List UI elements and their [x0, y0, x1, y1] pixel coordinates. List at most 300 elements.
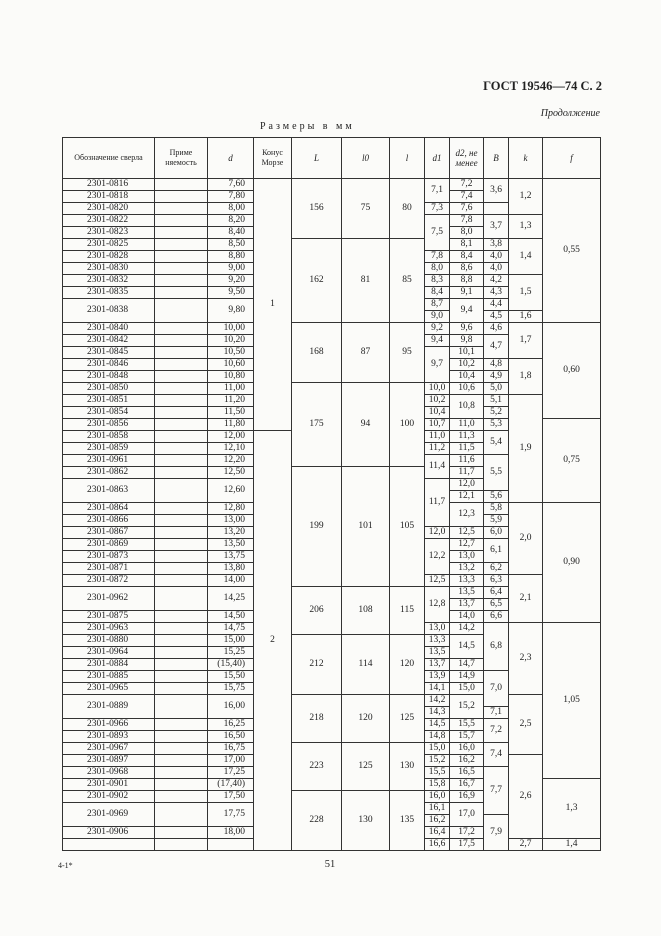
diameter-d2: 10,8 [450, 395, 484, 419]
value-k: 2,3 [509, 623, 543, 695]
diameter-d: 11,20 [208, 395, 254, 407]
diameter-d1: 8,0 [425, 263, 450, 275]
diameter-d: 10,00 [208, 323, 254, 335]
drill-designation: 2301-0863 [63, 479, 155, 503]
length-L: 199 [292, 467, 342, 587]
drill-designation: 2301-0820 [63, 203, 155, 215]
drill-designation: 2301-0845 [63, 347, 155, 359]
drill-designation: 2301-0885 [63, 671, 155, 683]
col-k: k [509, 138, 543, 179]
width-B: 5,2 [484, 407, 509, 419]
diameter-d1: 14,2 [425, 695, 450, 707]
drill-designation: 2301-0840 [63, 323, 155, 335]
diameter-d2: 14,0 [450, 611, 484, 623]
diameter-d1: 13,7 [425, 659, 450, 671]
value-k: 1,8 [509, 359, 543, 395]
applicability-cell [155, 767, 208, 779]
value-k: 2,5 [509, 695, 543, 755]
width-B: 6,3 [484, 575, 509, 587]
diameter-d1: 12,8 [425, 587, 450, 623]
diameter-d2: 7,6 [450, 203, 484, 215]
diameter-d1: 12,2 [425, 539, 450, 575]
diameter-d1: 14,1 [425, 683, 450, 695]
length-L: 206 [292, 587, 342, 635]
width-B: 4,6 [484, 323, 509, 335]
diameter-d2: 11,0 [450, 419, 484, 431]
diameter-d2: 12,0 [450, 479, 484, 491]
diameter-d1: 9,4 [425, 335, 450, 347]
diameter-d1: 8,4 [425, 287, 450, 299]
applicability-cell [155, 563, 208, 575]
diameter-d: 13,20 [208, 527, 254, 539]
diameter-d2: 12,5 [450, 527, 484, 539]
col-l0: l0 [342, 138, 390, 179]
width-B: 7,2 [484, 719, 509, 743]
value-k: 1,3 [509, 215, 543, 239]
drill-designation: 2301-0872 [63, 575, 155, 587]
diameter-d: 16,25 [208, 719, 254, 731]
diameter-d: 15,00 [208, 635, 254, 647]
value-k: 1,6 [509, 311, 543, 323]
diameter-d1: 10,0 [425, 383, 450, 395]
diameter-d: 10,20 [208, 335, 254, 347]
diameter-d2: 7,4 [450, 191, 484, 203]
width-B: 5,4 [484, 431, 509, 455]
diameter-d2: 13,0 [450, 551, 484, 563]
drill-designation: 2301-0873 [63, 551, 155, 563]
value-f: 0,55 [543, 179, 601, 323]
morse-taper-value: 1 [254, 179, 292, 431]
drill-designation: 2301-0897 [63, 755, 155, 767]
diameter-d2: 12,7 [450, 539, 484, 551]
applicability-cell [155, 395, 208, 407]
applicability-cell [155, 419, 208, 431]
width-B: 7,7 [484, 767, 509, 815]
diameter-d2: 11,5 [450, 443, 484, 455]
diameter-d: 8,20 [208, 215, 254, 227]
diameter-d2: 15,5 [450, 719, 484, 731]
col-f: f [543, 138, 601, 179]
applicability-cell [155, 479, 208, 503]
diameter-d1: 15,5 [425, 767, 450, 779]
width-B: 4,3 [484, 287, 509, 299]
diameter-d1: 10,2 [425, 395, 450, 407]
diameter-d2: 7,2 [450, 179, 484, 191]
diameter-d1: 7,3 [425, 203, 450, 215]
diameter-d2: 17,0 [450, 803, 484, 827]
drill-designation: 2301-0866 [63, 515, 155, 527]
diameter-d2: 14,7 [450, 659, 484, 671]
drill-designation: 2301-0862 [63, 467, 155, 479]
diameter-d2: 15,0 [450, 683, 484, 695]
width-B: 5,1 [484, 395, 509, 407]
applicability-cell [155, 623, 208, 635]
diameter-d1: 10,4 [425, 407, 450, 419]
applicability-cell [155, 443, 208, 455]
drill-designation: 2301-0893 [63, 731, 155, 743]
diameter-d: 7,60 [208, 179, 254, 191]
diameter-d: 14,00 [208, 575, 254, 587]
applicability-cell [155, 203, 208, 215]
diameter-d: 17,00 [208, 755, 254, 767]
applicability-cell [155, 179, 208, 191]
value-k: 1,7 [509, 323, 543, 359]
footer-note: 4-1* [58, 861, 73, 870]
width-B: 4,9 [484, 371, 509, 383]
drill-designation: 2301-0880 [63, 635, 155, 647]
width-B: 5,8 [484, 503, 509, 515]
continuation-label: Продолжение [540, 108, 600, 119]
applicability-cell [155, 251, 208, 263]
diameter-d1: 11,2 [425, 443, 450, 455]
value-f: 0,60 [543, 323, 601, 419]
applicability-cell [155, 287, 208, 299]
diameter-d1: 15,8 [425, 779, 450, 791]
drill-designation: 2301-0851 [63, 395, 155, 407]
diameter-d: 12,50 [208, 467, 254, 479]
drill-designation: 2301-0889 [63, 695, 155, 719]
applicability-cell [155, 671, 208, 683]
diameter-d1: 9,7 [425, 347, 450, 383]
applicability-cell [155, 779, 208, 791]
value-f: 1,4 [543, 839, 601, 851]
applicability-cell [155, 455, 208, 467]
applicability-cell [155, 371, 208, 383]
diameter-d: 8,00 [208, 203, 254, 215]
width-B: 4,8 [484, 359, 509, 371]
col-l: l [390, 138, 425, 179]
col-L: L [292, 138, 342, 179]
diameter-d2: 8,1 [450, 239, 484, 251]
drill-designation: 2301-0968 [63, 767, 155, 779]
diameter-d1: 13,3 [425, 635, 450, 647]
diameter-d2: 13,5 [450, 587, 484, 599]
applicability-cell [155, 743, 208, 755]
diameter-d: 12,10 [208, 443, 254, 455]
table-header-row [63, 138, 601, 179]
diameter-d2: 17,2 [450, 827, 484, 839]
width-B: 7,0 [484, 671, 509, 707]
length-l: 125 [390, 695, 425, 743]
diameter-d: 12,60 [208, 479, 254, 503]
value-f: 0,75 [543, 419, 601, 503]
length-l: 105 [390, 467, 425, 587]
applicability-cell [155, 383, 208, 395]
length-l0: 81 [342, 239, 390, 323]
value-f: 1,3 [543, 779, 601, 839]
drill-designation: 2301-0869 [63, 539, 155, 551]
diameter-d1: 12,0 [425, 527, 450, 539]
length-l: 115 [390, 587, 425, 635]
drill-designation: 2301-0965 [63, 683, 155, 695]
drill-designation: 2301-0969 [63, 803, 155, 827]
table-filler [155, 839, 208, 851]
diameter-d1: 7,5 [425, 215, 450, 251]
applicability-cell [155, 347, 208, 359]
applicability-cell [155, 803, 208, 827]
width-B: 6,2 [484, 563, 509, 575]
diameter-d1: 8,7 [425, 299, 450, 311]
drill-designation: 2301-0875 [63, 611, 155, 623]
value-k: 2,0 [509, 503, 543, 575]
diameter-d2: 11,6 [450, 455, 484, 467]
length-L: 168 [292, 323, 342, 383]
drill-designation: 2301-0848 [63, 371, 155, 383]
diameter-d2: 14,5 [450, 635, 484, 659]
applicability-cell [155, 239, 208, 251]
width-B: 6,5 [484, 599, 509, 611]
diameter-d: 14,75 [208, 623, 254, 635]
diameter-d2: 12,3 [450, 503, 484, 527]
morse-taper-value: 2 [254, 431, 292, 851]
diameter-d2: 11,7 [450, 467, 484, 479]
drill-designation: 2301-0859 [63, 443, 155, 455]
width-B: 3,6 [484, 179, 509, 203]
length-l0: 120 [342, 695, 390, 743]
width-B: 6,0 [484, 527, 509, 539]
col-designation: Обозначение сверла [63, 138, 155, 179]
diameter-d1: 7,8 [425, 251, 450, 263]
width-B: 5,3 [484, 419, 509, 431]
width-B: 6,1 [484, 539, 509, 563]
drill-designation: 2301-0832 [63, 275, 155, 287]
diameter-d: 10,80 [208, 371, 254, 383]
diameter-d1: 9,0 [425, 311, 450, 323]
applicability-cell [155, 503, 208, 515]
drill-designation: 2301-0963 [63, 623, 155, 635]
drill-designation: 2301-0902 [63, 791, 155, 803]
value-k: 1,4 [509, 239, 543, 275]
diameter-d1: 16,1 [425, 803, 450, 815]
diameter-d: 14,50 [208, 611, 254, 623]
applicability-cell [155, 275, 208, 287]
diameter-d: 16,75 [208, 743, 254, 755]
diameter-d1: 16,4 [425, 827, 450, 839]
diameter-d1: 13,5 [425, 647, 450, 659]
applicability-cell [155, 719, 208, 731]
diameter-d2: 10,6 [450, 383, 484, 395]
drill-designation: 2301-0864 [63, 503, 155, 515]
col-morse-taper: Конус Морзе [254, 138, 292, 179]
applicability-cell [155, 335, 208, 347]
col-note: Приме няемость [155, 138, 208, 179]
length-l: 135 [390, 791, 425, 851]
length-l: 85 [390, 239, 425, 323]
length-L: 218 [292, 695, 342, 743]
diameter-d2: 10,1 [450, 347, 484, 359]
width-B: 4,5 [484, 311, 509, 323]
diameter-d: 18,00 [208, 827, 254, 839]
width-B: 7,1 [484, 707, 509, 719]
width-B: 7,4 [484, 743, 509, 767]
diameter-d: 17,25 [208, 767, 254, 779]
drill-designation: 2301-0964 [63, 647, 155, 659]
diameter-d2: 16,9 [450, 791, 484, 803]
diameter-d2: 13,7 [450, 599, 484, 611]
diameter-d1: 15,0 [425, 743, 450, 755]
diameter-d2: 14,2 [450, 623, 484, 635]
width-B: 3,8 [484, 239, 509, 251]
drill-designation: 2301-0961 [63, 455, 155, 467]
table-filler [208, 839, 254, 851]
diameter-d2: 14,9 [450, 671, 484, 683]
applicability-cell [155, 299, 208, 323]
diameter-d1: 16,6 [425, 839, 450, 851]
length-L: 156 [292, 179, 342, 239]
col-d2: d2, не менее [450, 138, 484, 179]
drill-designation: 2301-0962 [63, 587, 155, 611]
diameter-d2: 16,5 [450, 767, 484, 779]
diameter-d2: 17,5 [450, 839, 484, 851]
diameter-d1: 14,5 [425, 719, 450, 731]
diameter-d1: 10,7 [425, 419, 450, 431]
diameter-d2: 7,8 [450, 215, 484, 227]
diameter-d: 9,20 [208, 275, 254, 287]
length-l0: 101 [342, 467, 390, 587]
diameter-d1: 11,7 [425, 479, 450, 527]
applicability-cell [155, 323, 208, 335]
drill-designation: 2301-0816 [63, 179, 155, 191]
applicability-cell [155, 635, 208, 647]
width-B: 5,6 [484, 491, 509, 503]
applicability-cell [155, 827, 208, 839]
page-number: 51 [324, 859, 336, 870]
width-B: 6,4 [484, 587, 509, 599]
applicability-cell [155, 407, 208, 419]
col-d1: d1 [425, 138, 450, 179]
diameter-d2: 16,0 [450, 743, 484, 755]
diameter-d: (17,40) [208, 779, 254, 791]
length-l0: 87 [342, 323, 390, 383]
drill-designation: 2301-0906 [63, 827, 155, 839]
diameter-d1: 13,9 [425, 671, 450, 683]
applicability-cell [155, 527, 208, 539]
diameter-d: 15,75 [208, 683, 254, 695]
drill-designation: 2301-0856 [63, 419, 155, 431]
diameter-d: 17,75 [208, 803, 254, 827]
applicability-cell [155, 263, 208, 275]
width-B: 4,2 [484, 275, 509, 287]
col-d: d [208, 138, 254, 179]
diameter-d: 13,50 [208, 539, 254, 551]
applicability-cell [155, 359, 208, 371]
applicability-cell [155, 695, 208, 719]
diameter-d2: 10,2 [450, 359, 484, 371]
applicability-cell [155, 431, 208, 443]
length-l0: 114 [342, 635, 390, 695]
diameter-d1: 14,8 [425, 731, 450, 743]
diameter-d: 8,40 [208, 227, 254, 239]
drill-designation: 2301-0867 [63, 527, 155, 539]
width-B: 5,0 [484, 383, 509, 395]
diameter-d: 11,80 [208, 419, 254, 431]
applicability-cell [155, 515, 208, 527]
width-B: 7,9 [484, 815, 509, 851]
diameter-d1: 11,0 [425, 431, 450, 443]
diameter-d: 12,20 [208, 455, 254, 467]
diameter-d: 17,50 [208, 791, 254, 803]
diameter-d: 16,00 [208, 695, 254, 719]
length-l: 120 [390, 635, 425, 695]
diameter-d1: 11,4 [425, 455, 450, 479]
length-l: 80 [390, 179, 425, 239]
drill-designation: 2301-0822 [63, 215, 155, 227]
width-B: 4,0 [484, 263, 509, 275]
diameter-d2: 16,2 [450, 755, 484, 767]
value-f: 1,05 [543, 623, 601, 779]
diameter-d2: 12,1 [450, 491, 484, 503]
applicability-cell [155, 791, 208, 803]
drill-designation: 2301-0825 [63, 239, 155, 251]
drill-designation: 2301-0884 [63, 659, 155, 671]
width-B: 4,0 [484, 251, 509, 263]
drill-designation: 2301-0854 [63, 407, 155, 419]
table-filler [63, 839, 155, 851]
diameter-d: 7,80 [208, 191, 254, 203]
diameter-d2: 8,4 [450, 251, 484, 263]
diameter-d: 14,25 [208, 587, 254, 611]
applicability-cell [155, 683, 208, 695]
length-L: 212 [292, 635, 342, 695]
length-L: 223 [292, 743, 342, 791]
width-B: 5,5 [484, 455, 509, 491]
drill-designation: 2301-0846 [63, 359, 155, 371]
diameter-d: 9,80 [208, 299, 254, 323]
drill-dimensions-table [62, 137, 601, 851]
diameter-d: 15,50 [208, 671, 254, 683]
applicability-cell [155, 587, 208, 611]
diameter-d: 11,50 [208, 407, 254, 419]
applicability-cell [155, 215, 208, 227]
length-l: 100 [390, 383, 425, 467]
diameter-d2: 9,8 [450, 335, 484, 347]
drill-designation: 2301-0850 [63, 383, 155, 395]
length-L: 175 [292, 383, 342, 467]
length-l0: 125 [342, 743, 390, 791]
applicability-cell [155, 551, 208, 563]
diameter-d2: 13,2 [450, 563, 484, 575]
length-l0: 75 [342, 179, 390, 239]
value-k: 2,1 [509, 575, 543, 623]
value-k: 1,5 [509, 275, 543, 311]
length-L: 162 [292, 239, 342, 323]
drill-designation: 2301-0818 [63, 191, 155, 203]
drill-designation: 2301-0835 [63, 287, 155, 299]
drill-designation: 2301-0871 [63, 563, 155, 575]
diameter-d1: 8,3 [425, 275, 450, 287]
diameter-d2: 8,6 [450, 263, 484, 275]
applicability-cell [155, 467, 208, 479]
diameter-d: 12,00 [208, 431, 254, 443]
diameter-d: 13,80 [208, 563, 254, 575]
applicability-cell [155, 647, 208, 659]
drill-designation: 2301-0967 [63, 743, 155, 755]
diameter-d: (15,40) [208, 659, 254, 671]
drill-designation: 2301-0838 [63, 299, 155, 323]
diameter-d2: 8,8 [450, 275, 484, 287]
applicability-cell [155, 575, 208, 587]
dimensions-caption: Размеры в мм [260, 121, 355, 132]
diameter-d2: 15,2 [450, 695, 484, 719]
diameter-d: 13,75 [208, 551, 254, 563]
value-f: 0,90 [543, 503, 601, 623]
value-k: 1,9 [509, 395, 543, 503]
applicability-cell [155, 659, 208, 671]
diameter-d: 13,00 [208, 515, 254, 527]
applicability-cell [155, 731, 208, 743]
value-k: 2,6 [509, 755, 543, 839]
diameter-d2: 13,3 [450, 575, 484, 587]
